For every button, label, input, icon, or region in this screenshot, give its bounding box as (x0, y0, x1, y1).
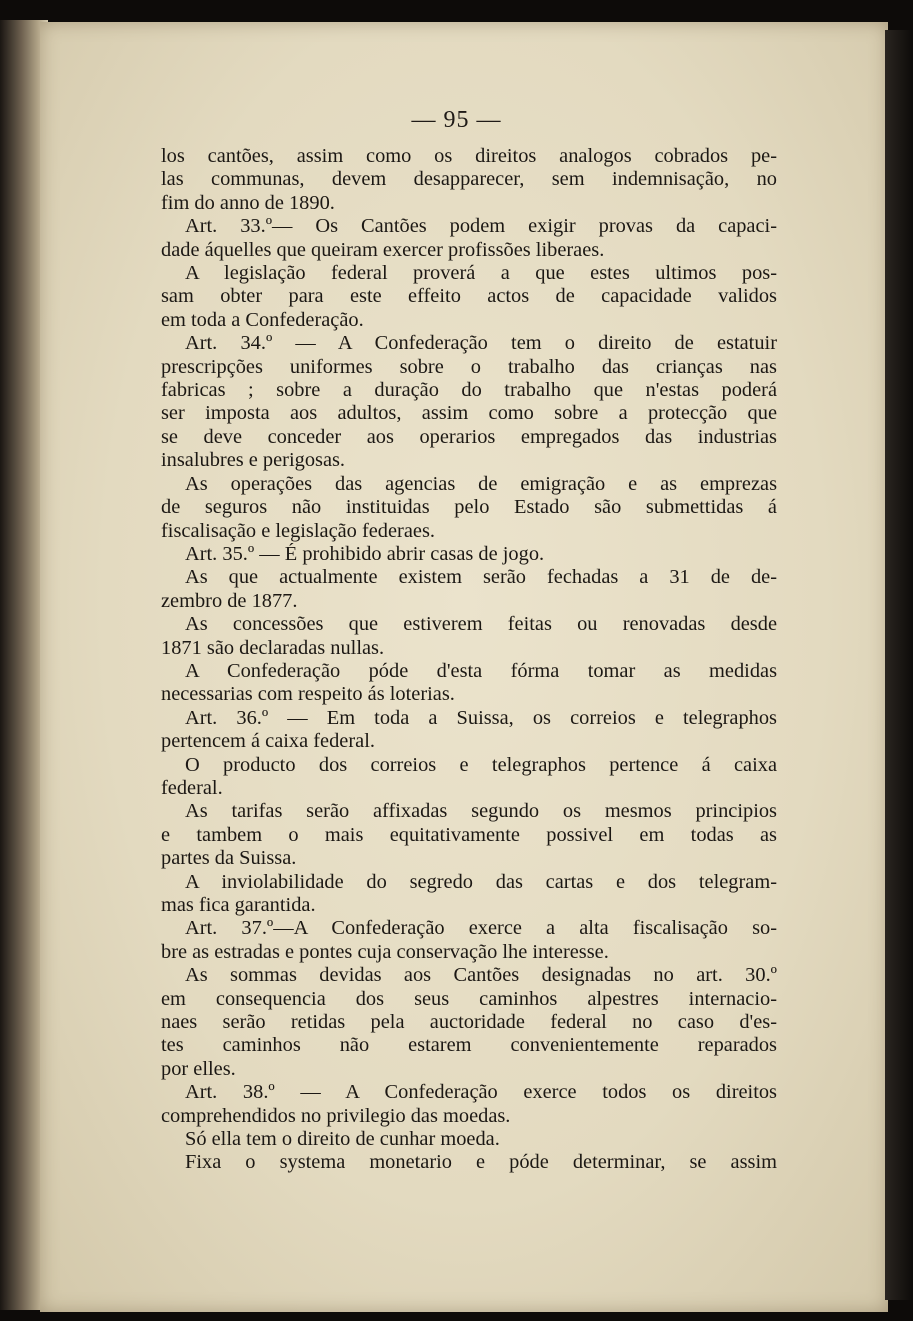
text-line: naes serão retidas pela auctoridade federal no caso d'es- (161, 1011, 777, 1034)
text-line: As concessões que estiverem feitas ou renovadas desde (185, 613, 777, 636)
text-line: Art. 33.º— Os Cantões podem exigir provas da capaci- (185, 215, 777, 238)
text-line: Só ella tem o direito de cunhar moeda. (185, 1128, 500, 1151)
text-line: bre as estradas e pontes cuja conservação lhe interesse. (161, 940, 609, 963)
text-line: pertencem á caixa federal. (161, 730, 375, 753)
page-number: — 95 — (411, 107, 502, 133)
text-line: por elles. (161, 1057, 236, 1080)
text-line: Art. 37.º—A Confederação exerce a alta fiscalisação so- (185, 917, 777, 940)
text-line: As que actualmente existem serão fechadas a 31 de de- (185, 566, 777, 589)
text-line: Art. 36.º — Em toda a Suissa, os correios e telegraphos (185, 706, 777, 729)
text-line: A Confederação póde d'esta fórma tomar as medidas (185, 659, 777, 682)
text-line: Art. 35.º — É prohibido abrir casas de jogo. (185, 542, 545, 565)
text-line: O producto dos correios e telegraphos pertence á caixa (185, 753, 777, 776)
text-line: em toda a Confederação. (161, 308, 364, 331)
text-line: comprehendidos no privilegio das moedas. (161, 1104, 511, 1127)
text-line: fiscalisação e legislação federaes. (161, 519, 435, 542)
text-line: fim do anno de 1890. (161, 191, 335, 214)
page-edge-shadow (885, 30, 913, 1300)
text-line: tes caminhos não estarem convenientemente reparados (161, 1034, 777, 1057)
text-line: de seguros não instituidas pelo Estado são submettidas á (161, 496, 777, 519)
text-line: Fixa o systema monetario e póde determinar, se assim (185, 1151, 777, 1174)
text-line: Art. 38.º — A Confederação exerce todos os direitos (185, 1081, 777, 1104)
text-line: ser imposta aos adultos, assim como sobre a protecção que (161, 402, 777, 425)
text-line: 1871 são declaradas nullas. (161, 636, 385, 659)
text-line: partes da Suissa. (161, 847, 297, 870)
text-line: necessarias com respeito ás loterias. (161, 683, 455, 706)
text-line: A legislação federal proverá a que estes ultimos pos- (185, 262, 777, 285)
text-line: insalubres e perigosas. (161, 449, 346, 472)
text-line: em consequencia dos seus caminhos alpestres internacio- (161, 987, 777, 1010)
text-line: federal. (161, 776, 223, 799)
body-text (161, 145, 777, 1175)
text-line: Art. 34.º — A Confederação tem o direito de estatuir (185, 332, 777, 355)
text-line: se deve conceder aos operarios empregados das industrias (161, 425, 777, 448)
text-line: sam obter para este effeito actos de capacidade validos (161, 285, 777, 308)
text-line: zembro de 1877. (161, 589, 298, 612)
text-line: mas fica garantida. (161, 894, 316, 916)
text-line: los cantões, assim como os direitos analogos cobrados pe- (161, 145, 777, 167)
text-line: dade áquelles que queiram exercer profissões liberaes. (161, 238, 605, 261)
text-line: A inviolabilidade do segredo das cartas e dos telegram- (185, 870, 777, 893)
text-line: fabricas ; sobre a duração do trabalho que n'estas poderá (161, 379, 777, 402)
text-line: las communas, devem desapparecer, sem indemnisação, no (161, 168, 777, 191)
text-line: e tambem o mais equitativamente possivel em todas as (161, 823, 777, 846)
text-line: As sommas devidas aos Cantões designadas no art. 30.º (185, 964, 777, 987)
text-line: As operações das agencias de emigração e as emprezas (185, 472, 777, 495)
text-line: prescripções uniformes sobre o trabalho das crianças nas (161, 355, 777, 378)
text-line: As tarifas serão affixadas segundo os mesmos principios (185, 800, 777, 823)
